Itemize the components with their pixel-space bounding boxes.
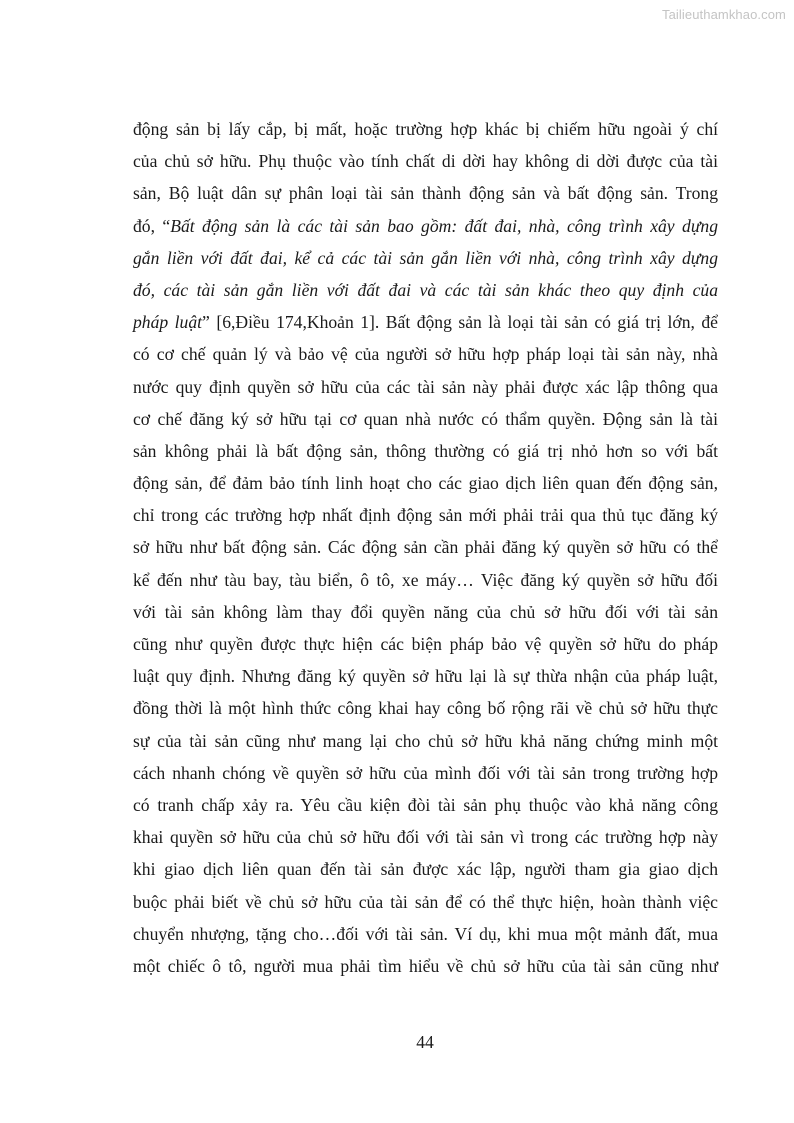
text-line (133, 403, 718, 435)
text-line (133, 338, 718, 370)
page-number: 44 (416, 1032, 434, 1052)
text-segment: đó, “ (133, 215, 171, 236)
text-segment: chỉ trong các trường hợp nhất định động sản mới phải trải qua thủ tục đăng ký (133, 505, 718, 526)
text-line (133, 757, 718, 789)
text-line (133, 306, 718, 338)
text-line (133, 821, 718, 853)
italic-quote-segment: Bất động sản là các tài sản bao gồm: đất đai, nhà, công trình xây dựng (170, 215, 719, 236)
text-segment: chuyển nhượng, tặng cho…đối với tài sản. Ví dụ, khi mua một mảnh đất, mua (133, 923, 718, 944)
text-segment: của chủ sở hữu. Phụ thuộc vào tính chất di dời hay không di dời được của tài (133, 151, 718, 172)
text-segment: cách nhanh chóng về quyền sở hữu của mình đối với tài sản trong trường hợp (133, 762, 718, 783)
text-line (133, 145, 718, 177)
text-segment: cơ chế đăng ký sở hữu tại cơ quan nhà nước có thẩm quyền. Động sản là tài (133, 408, 718, 429)
text-line (133, 467, 718, 499)
text-line (133, 113, 718, 145)
text-segment: cũng như quyền được thực hiện các biện pháp bảo vệ quyền sở hữu do pháp (133, 634, 718, 654)
text-segment: luật quy định. Nhưng đăng ký quyền sở hữu lại là sự thừa nhận của pháp luật, (133, 666, 718, 687)
italic-quote-segment: pháp luật (133, 312, 203, 333)
text-line (133, 210, 718, 242)
text-line (133, 692, 718, 724)
text-segment: sở hữu như bất động sản. Các động sản cần phải đăng ký quyền sở hữu có thể (133, 537, 718, 558)
text-segment: động sản bị lấy cắp, bị mất, hoặc trường hợp khác bị chiếm hữu ngoài ý chí (133, 119, 718, 139)
text-line (133, 435, 718, 467)
text-segment: có cơ chế quản lý và bảo vệ của người sở hữu hợp pháp loại tài sản này, nhà (133, 344, 718, 365)
text-line (133, 531, 718, 563)
text-line (133, 177, 718, 209)
text-line (133, 725, 718, 757)
text-segment: một chiếc ô tô, người mua phải tìm hiểu về chủ sở hữu của tài sản cũng như (133, 955, 718, 976)
italic-quote-segment: gắn liền với đất đai, kể cả các tài sản gắn liền với nhà, công trình xây dựng (133, 247, 718, 268)
text-line (133, 950, 718, 982)
text-line (133, 789, 718, 821)
text-line (133, 628, 718, 660)
text-segment: với tài sản không làm thay đổi quyền năng của chủ sở hữu đối với tài sản (133, 601, 718, 622)
text-segment: ” [6,Điều 174,Khoản 1]. Bất động sản là loại tài sản có giá trị lớn, để (202, 312, 718, 333)
body-paragraph (133, 113, 718, 982)
text-segment: kể đến như tàu bay, tàu biển, ô tô, xe máy… Việc đăng ký quyền sở hữu đối (133, 569, 718, 590)
text-segment: buộc phải biết về chủ sở hữu của tài sản để có thể thực hiện, hoàn thành việc (133, 891, 718, 912)
text-line (133, 886, 718, 918)
italic-quote-segment: đó, các tài sản gắn liền với đất đai và các tài sản khác theo quy định của (133, 279, 718, 300)
text-line (133, 274, 718, 306)
text-segment: sản không phải là bất động sản, thông thường có giá trị nhỏ hơn so với bất (133, 440, 718, 461)
text-segment: nước quy định quyền sở hữu của các tài sản này phải được xác lập thông qua (133, 376, 718, 397)
text-segment: sản, Bộ luật dân sự phân loại tài sản thành động sản và bất động sản. Trong (133, 183, 718, 204)
text-line (133, 564, 718, 596)
text-line (133, 853, 718, 885)
text-line (133, 660, 718, 692)
text-segment: sự của tài sản cũng như mang lại cho chủ sở hữu khả năng chứng minh một (133, 730, 718, 751)
text-segment: đồng thời là một hình thức công khai hay công bố rộng rãi về chủ sở hữu thực (133, 698, 718, 719)
text-segment: khai quyền sở hữu của chủ sở hữu đối với tài sản vì trong các trường hợp này (133, 827, 718, 848)
text-line (133, 918, 718, 950)
text-line (133, 242, 718, 274)
text-segment: khi giao dịch liên quan đến tài sản được xác lập, người tham gia giao dịch (133, 859, 718, 880)
text-segment: có tranh chấp xảy ra. Yêu cầu kiện đòi tài sản phụ thuộc vào khả năng công (133, 794, 718, 815)
watermark-text: Tailieuthamkhao.com (661, 7, 786, 22)
text-line (133, 499, 718, 531)
text-line (133, 371, 718, 403)
text-segment: động sản, để đảm bảo tính linh hoạt cho các giao dịch liên quan đến động sản, (133, 473, 718, 494)
text-line (133, 596, 718, 628)
